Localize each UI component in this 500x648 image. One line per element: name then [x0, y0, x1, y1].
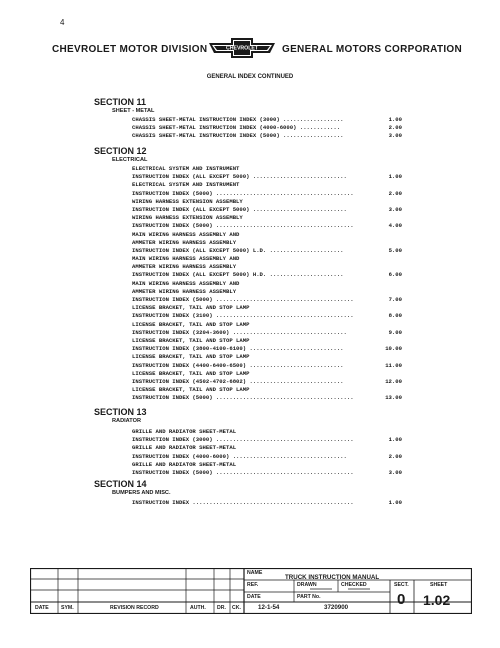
section-12-entries	[132, 165, 402, 402]
index-subtitle: GENERAL INDEX CONTINUED	[206, 74, 294, 80]
index-entry: INSTRUCTION INDEX (3204-3600) .................................. 9.00	[132, 328, 402, 336]
index-entry: LICENSE BRACKET, TAIL AND STOP LAMP	[132, 386, 250, 394]
index-entry: INSTRUCTION INDEX (4400-6400-6500) ............................ 11.00	[132, 361, 402, 369]
section-14-title: SECTION 14	[94, 479, 147, 489]
index-entry: ELECTRICAL SYSTEM AND INSTRUMENT	[132, 181, 240, 189]
logo-text: CHEVROLET	[226, 45, 258, 52]
index-entry: INSTRUCTION INDEX (ALL EXCEPT 5000) ............................ 1.00	[132, 173, 402, 181]
index-entry: GRILLE AND RADIATOR SHEET-METAL	[132, 444, 237, 452]
section-13-entries	[132, 428, 402, 477]
index-entry: INSTRUCTION INDEX (5000) ......................................... 3.00	[132, 468, 402, 476]
header-division: CHEVROLET MOTOR DIVISION	[52, 44, 208, 55]
index-entry: WIRING HARNESS EXTENSION ASSEMBLY	[132, 197, 243, 205]
sym-column-label: SYM.	[61, 605, 74, 611]
index-entry: INSTRUCTION INDEX (4502-4702-6802) ............................ 12.00	[132, 377, 402, 385]
index-entry: AMMETER WIRING HARNESS ASSEMBLY	[132, 287, 237, 295]
date-value: 12-1-54	[258, 604, 280, 611]
checked-label: CHECKED	[341, 582, 367, 588]
section-13-subtitle: RADIATOR	[112, 418, 142, 424]
index-entry: INSTRUCTION INDEX ................................................ 1.00	[132, 499, 402, 506]
date-label: DATE	[247, 594, 261, 600]
index-entry: GRILLE AND RADIATOR SHEET-METAL	[132, 428, 237, 435]
index-entry: MAIN WIRING HARNESS ASSEMBLY AND	[132, 230, 240, 238]
index-entry: INSTRUCTION INDEX (5000) ......................................... 7.00	[132, 296, 402, 303]
index-entry: LICENSE BRACKET, TAIL AND STOP LAMP	[132, 369, 250, 377]
section-12-title: SECTION 12	[94, 146, 147, 156]
index-entry: LICENSE BRACKET, TAIL AND STOP LAMP	[132, 336, 250, 344]
section-11-entries	[132, 116, 402, 141]
dr-column-label: DR.	[217, 605, 226, 611]
sect-label: SECT.	[394, 582, 409, 588]
auth-column-label: AUTH.	[190, 605, 206, 611]
index-entry: LICENSE BRACKET, TAIL AND STOP LAMP	[132, 320, 250, 328]
index-entry: LICENSE BRACKET, TAIL AND STOP LAMP	[132, 353, 250, 361]
section-12-subtitle: ELECTRICAL	[112, 157, 148, 163]
index-entry: WIRING HARNESS EXTENSION ASSEMBLY	[132, 214, 243, 222]
index-entry: CHASSIS SHEET-METAL INSTRUCTION INDEX (4000-6000) ............ 2.00	[132, 124, 402, 132]
name-label: NAME	[247, 570, 263, 576]
sheet-label: SHEET	[430, 582, 448, 588]
section-14-subtitle: BUMPERS AND MISC.	[112, 490, 171, 496]
date-column-label: DATE	[35, 605, 49, 611]
index-entry: INSTRUCTION INDEX (5000) ......................................... 13.00	[132, 394, 402, 402]
index-entry: CHASSIS SHEET-METAL INSTRUCTION INDEX (3000) .................. 1.00	[132, 116, 402, 123]
ref-label: REF.	[247, 582, 259, 588]
part-number-label: PART No.	[297, 594, 321, 600]
header-corporation: GENERAL MOTORS CORPORATION	[282, 44, 463, 55]
index-entry: MAIN WIRING HARNESS ASSEMBLY AND	[132, 279, 240, 287]
section-14-entries	[132, 499, 402, 507]
title-block	[30, 568, 472, 614]
index-entry: INSTRUCTION INDEX (3000) ......................................... 1.00	[132, 436, 402, 444]
index-entry: ELECTRICAL SYSTEM AND INSTRUMENT	[132, 165, 240, 172]
section-13-title: SECTION 13	[94, 407, 147, 417]
index-entry: INSTRUCTION INDEX (ALL EXCEPT 5000) ............................ 3.00	[132, 205, 402, 213]
index-entry: INSTRUCTION INDEX (5000) ......................................... 2.00	[132, 189, 402, 197]
index-entry: AMMETER WIRING HARNESS ASSEMBLY	[132, 238, 237, 246]
index-entry: INSTRUCTION INDEX (4000-6000) .................................. 2.00	[132, 452, 402, 460]
index-entry: CHASSIS SHEET-METAL INSTRUCTION INDEX (5000) .................. 3.00	[132, 132, 402, 140]
page-number: 4	[60, 18, 65, 27]
index-entry: INSTRUCTION INDEX (5000) ......................................... 4.00	[132, 222, 402, 230]
index-entry: AMMETER WIRING HARNESS ASSEMBLY	[132, 263, 237, 271]
sheet-number: 1.02	[423, 592, 451, 608]
section-number: 0	[397, 591, 406, 608]
drawn-label: DRAWN	[297, 582, 317, 588]
index-entry: INSTRUCTION INDEX (3800-4100-6100) ............................ 10.00	[132, 345, 402, 353]
revision-record-label: REVISION RECORD	[110, 605, 159, 611]
part-number-value: 3720900	[324, 604, 349, 611]
index-entry: INSTRUCTION INDEX (ALL EXCEPT 5000) L.D. ...................... 5.00	[132, 246, 402, 254]
chevrolet-bowtie-logo	[209, 37, 275, 59]
ck-column-label: CK.	[232, 605, 241, 611]
index-entry: INSTRUCTION INDEX (3100) ......................................... 8.00	[132, 312, 402, 320]
index-entry: LICENSE BRACKET, TAIL AND STOP LAMP	[132, 304, 250, 312]
index-entry: MAIN WIRING HARNESS ASSEMBLY AND	[132, 255, 240, 263]
manual-name: TRUCK INSTRUCTION MANUAL	[285, 574, 380, 581]
section-11-subtitle: SHEET - METAL	[112, 108, 155, 114]
index-entry: GRILLE AND RADIATOR SHEET-METAL	[132, 460, 237, 468]
index-entry: INSTRUCTION INDEX (ALL EXCEPT 5000) H.D. ...................... 6.00	[132, 271, 402, 279]
section-11-title: SECTION 11	[94, 97, 147, 107]
